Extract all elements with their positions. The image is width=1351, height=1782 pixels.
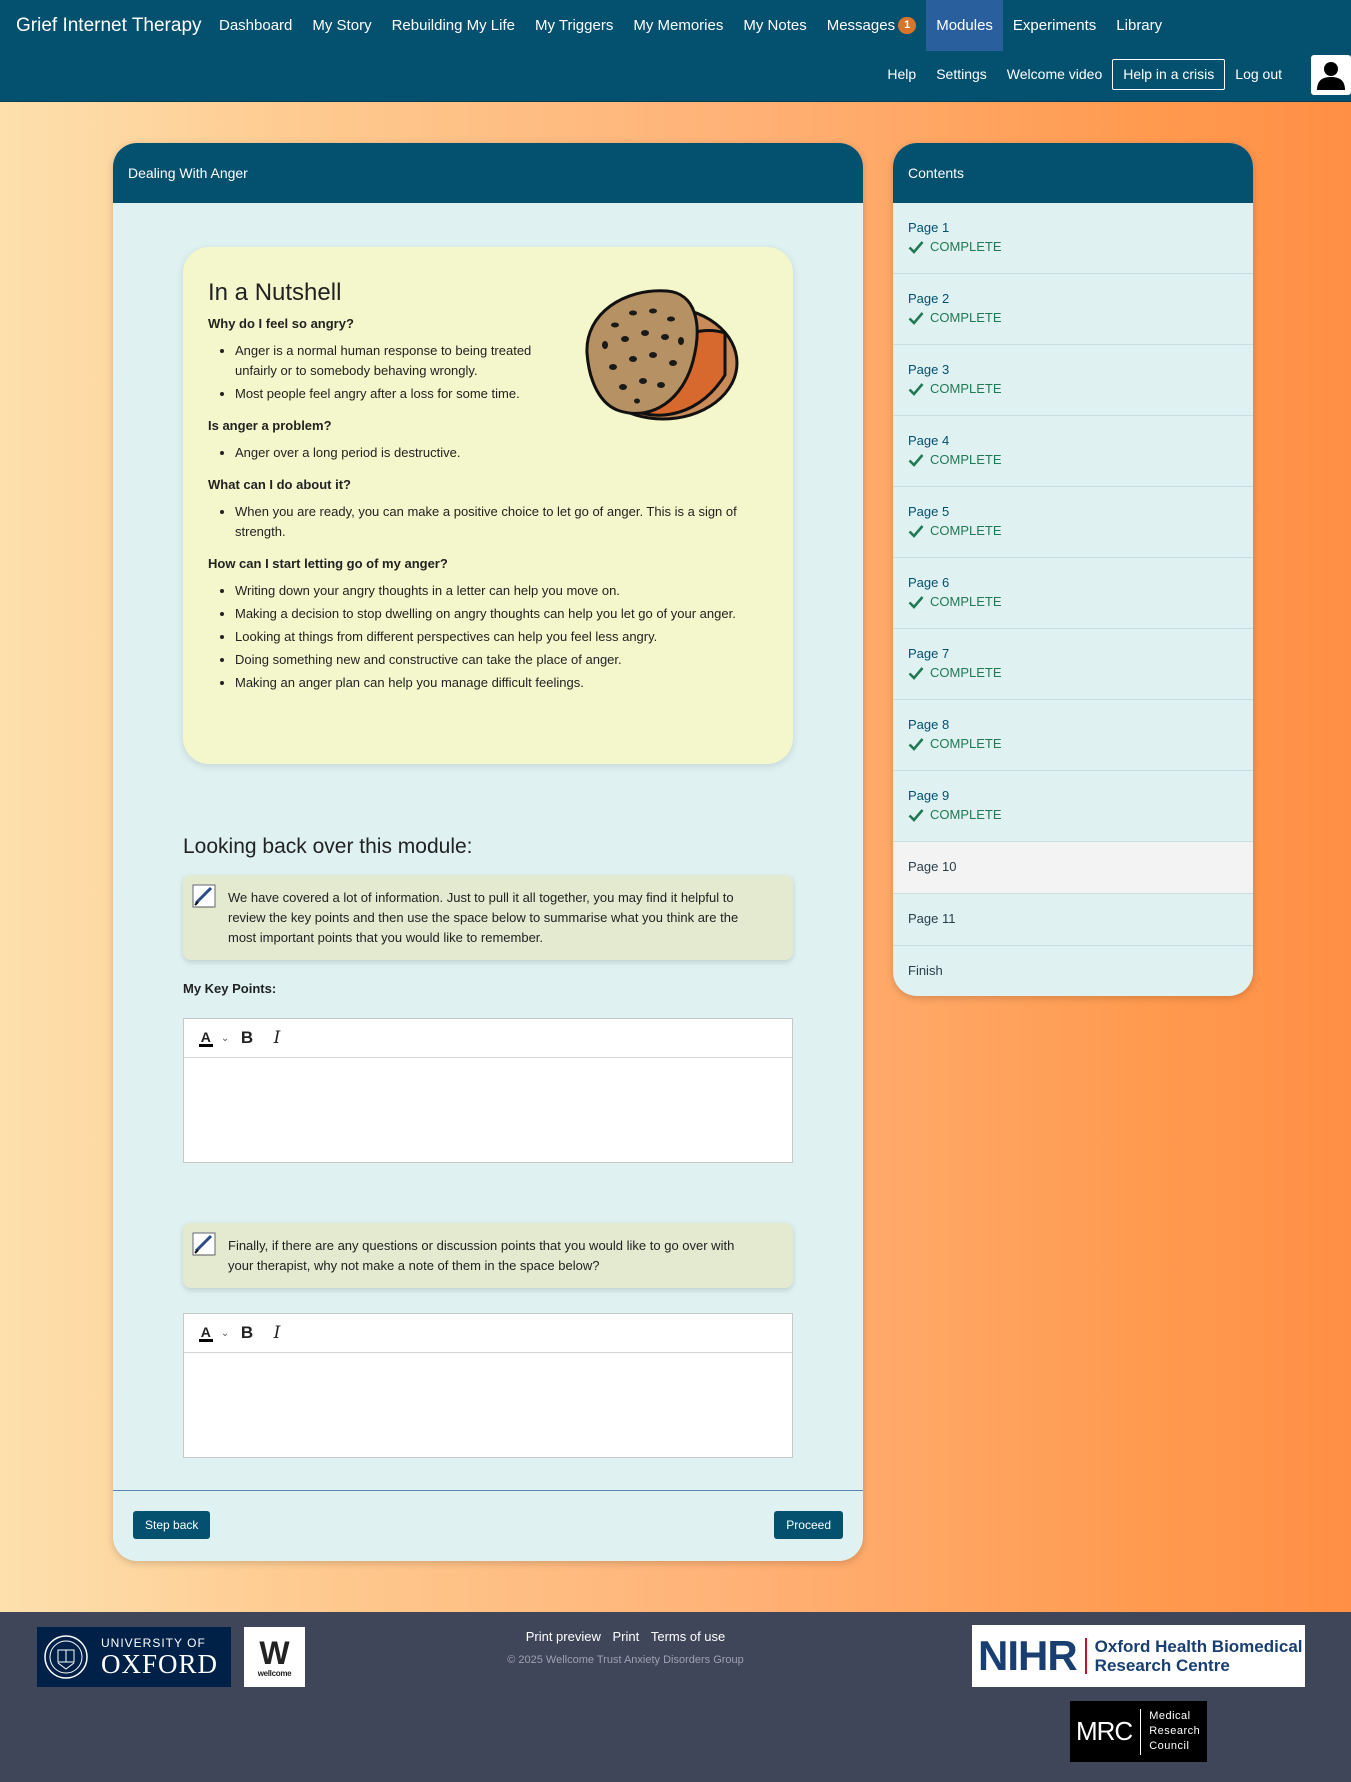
nutshell-question: Why do I feel so angry? [208, 316, 354, 331]
contents-item-label: Page 1 [908, 220, 950, 235]
help-in-a-crisis-button[interactable]: Help in a crisis [1112, 59, 1225, 90]
nutshell-point: • Anger is a normal human response to being treated unfairly or to somebody behaving wrongly. [235, 341, 555, 381]
italic-button[interactable]: I [273, 1323, 281, 1343]
contents-item-label: Page 2 [908, 291, 950, 306]
nihr-divider [1085, 1638, 1087, 1674]
check-icon [908, 382, 924, 396]
copyright-text: © 2025 Wellcome Trust Anxiety Disorders Group [507, 1654, 744, 1666]
proceed-button[interactable]: Proceed [774, 1511, 843, 1539]
nutshell-point: • Looking at things from different perspectives can help you feel less angry. [235, 627, 768, 647]
mrc-text-line: Research [1149, 1725, 1201, 1737]
wellcome-mark: W [259, 1634, 290, 1671]
check-icon [908, 808, 924, 822]
chevron-down-icon: ⌄ [220, 1032, 230, 1044]
secondary-nav [877, 55, 1292, 93]
contents-item-label: Finish [908, 963, 943, 978]
nav-my-story[interactable]: My Story [312, 17, 372, 34]
contents-item[interactable] [893, 416, 1253, 487]
contents-item[interactable] [893, 487, 1253, 558]
therapist-info-text: Finally, if there are any questions or discussion points that you would like to go over with your therapist, why not make a note of them in the space below? [228, 1238, 735, 1273]
contents-item[interactable] [893, 894, 1253, 946]
nav-settings[interactable]: Settings [936, 66, 987, 82]
therapist-info-box [183, 1223, 793, 1288]
editor-toolbar [184, 1019, 792, 1058]
contents-item-label: Page 5 [908, 504, 950, 519]
contents-item[interactable] [893, 700, 1253, 771]
nav-dashboard[interactable]: Dashboard [219, 17, 293, 34]
nihr-text-line: Oxford Health Biomedical [1094, 1637, 1303, 1656]
user-silhouette-icon [1315, 59, 1347, 91]
nutshell-point: • Anger over a long period is destructive. [235, 443, 768, 463]
check-icon [908, 524, 924, 538]
top-navbar [0, 0, 1351, 102]
nutshell-question: How can I start letting go of my anger? [208, 556, 448, 571]
completion-status [908, 381, 1238, 396]
bold-button[interactable]: B [240, 1323, 254, 1342]
oxford-logo-top: UNIVERSITY OF [101, 1636, 206, 1650]
app-title[interactable]: Grief Internet Therapy [16, 15, 202, 36]
module-panel [113, 143, 863, 1561]
contents-list [893, 203, 1253, 996]
page-footer [0, 1612, 1351, 1782]
contents-item-label: Page 4 [908, 433, 950, 448]
completion-status [908, 452, 1238, 467]
completion-status-label: COMPLETE [930, 310, 1002, 325]
panel-footer [113, 1490, 863, 1561]
nav-my-triggers[interactable]: My Triggers [534, 17, 614, 34]
contents-item-label: Page 7 [908, 646, 950, 661]
nav-log-out[interactable]: Log out [1235, 66, 1282, 82]
completion-status [908, 523, 1238, 538]
mrc-text-line: Council [1149, 1740, 1190, 1752]
contents-item[interactable] [893, 946, 1253, 996]
step-back-button[interactable]: Step back [133, 1511, 210, 1539]
contents-item-label: Page 9 [908, 788, 950, 803]
pencil-paper-icon [191, 883, 217, 909]
nav-my-notes[interactable]: My Notes [743, 17, 807, 34]
nutshell-points [235, 502, 768, 542]
contents-panel [893, 143, 1253, 996]
completion-status-label: COMPLETE [930, 239, 1002, 254]
nav-my-memories[interactable]: My Memories [633, 17, 724, 34]
italic-button[interactable]: I [273, 1028, 281, 1048]
bold-button[interactable]: B [240, 1028, 254, 1047]
nav-messages-label: Messages [826, 17, 896, 34]
completion-status [908, 807, 1238, 822]
nutshell-point: • Doing something new and constructive can take the place of anger. [235, 650, 768, 670]
print-link[interactable]: Print [612, 1629, 640, 1644]
nihr-text-line: Research Centre [1094, 1656, 1230, 1675]
nutshell-point: • Making a decision to stop dwelling on angry thoughts can help you let go of your anger. [235, 604, 768, 624]
completion-status [908, 239, 1238, 254]
check-icon [908, 240, 924, 254]
contents-item-label: Page 11 [908, 911, 956, 926]
completion-status-label: COMPLETE [930, 523, 1002, 538]
nav-messages[interactable] [817, 0, 927, 51]
completion-status-label: COMPLETE [930, 452, 1002, 467]
completion-status-label: COMPLETE [930, 807, 1002, 822]
review-info-box [183, 875, 793, 960]
contents-item[interactable] [893, 842, 1253, 894]
oxford-logo-main: OXFORD [101, 1649, 219, 1679]
nutshell-point: • Most people feel angry after a loss for some time. [235, 384, 555, 404]
print-preview-link[interactable]: Print preview [525, 1629, 601, 1644]
nutshell-point: • Writing down your angry thoughts in a letter can help you move on. [235, 581, 768, 601]
walnut-illustration [575, 283, 745, 435]
nav-modules[interactable]: Modules [926, 0, 1003, 51]
mrc-logo [1070, 1701, 1207, 1762]
completion-status-label: COMPLETE [930, 594, 1002, 609]
check-icon [908, 311, 924, 325]
review-heading: Looking back over this module: [183, 835, 473, 858]
nutshell-heading: In a Nutshell [208, 279, 342, 306]
nutshell-point: • When you are ready, you can make a positive choice to let go of anger. This is a sign of strength. [235, 502, 768, 542]
contents-item[interactable] [893, 203, 1253, 274]
completion-status-label: COMPLETE [930, 665, 1002, 680]
text-color-icon: A [200, 1028, 211, 1045]
profile-button[interactable] [1311, 55, 1351, 95]
key-points-editor[interactable] [183, 1018, 793, 1163]
review-info-text: We have covered a lot of information. Just to pull it all together, you may find it helpful to review the key points and then use the space below to summarise what you think are the most important points that you would like to remember. [228, 890, 739, 945]
text-color-dropdown[interactable] [196, 1025, 232, 1051]
nav-rebuilding-my-life[interactable]: Rebuilding My Life [391, 17, 515, 34]
therapist-notes-editor[interactable] [183, 1313, 793, 1458]
contents-item-label: Page 3 [908, 362, 950, 377]
check-icon [908, 666, 924, 680]
nav-library[interactable]: Library [1116, 17, 1163, 34]
pencil-paper-icon [191, 1231, 217, 1257]
text-color-dropdown[interactable] [196, 1320, 232, 1346]
messages-count-badge: 1 [898, 17, 916, 34]
key-points-label: My Key Points: [183, 981, 277, 996]
nutshell-points [235, 581, 768, 693]
module-title: Dealing With Anger [113, 143, 863, 203]
nutshell-point: • Making an anger plan can help you manage difficult feelings. [235, 673, 768, 693]
contents-item[interactable] [893, 558, 1253, 629]
contents-item[interactable] [893, 771, 1253, 842]
nihr-logo [972, 1625, 1305, 1687]
contents-item[interactable] [893, 345, 1253, 416]
contents-item[interactable] [893, 274, 1253, 345]
check-icon [908, 595, 924, 609]
nutshell-question: Is anger a problem? [208, 418, 332, 433]
nutshell-card [183, 247, 793, 764]
completion-status-label: COMPLETE [930, 736, 1002, 751]
nutshell-points [235, 443, 768, 463]
contents-item[interactable] [893, 629, 1253, 700]
completion-status [908, 665, 1238, 680]
nav-experiments[interactable]: Experiments [1012, 17, 1097, 34]
editor-toolbar [184, 1314, 792, 1353]
contents-item-label: Page 6 [908, 575, 950, 590]
completion-status [908, 310, 1238, 325]
mrc-mark: MRC [1076, 1716, 1133, 1746]
check-icon [908, 453, 924, 467]
nihr-mark: NIHR [978, 1632, 1077, 1679]
mrc-divider [1140, 1709, 1141, 1755]
contents-item-label: Page 10 [908, 859, 957, 874]
primary-nav [209, 0, 1172, 51]
chevron-down-icon: ⌄ [220, 1327, 230, 1339]
wellcome-wordmark: wellcome [257, 1668, 292, 1678]
completion-status [908, 594, 1238, 609]
completion-status-label: COMPLETE [930, 381, 1002, 396]
contents-title: Contents [893, 143, 1253, 203]
nav-welcome-video[interactable]: Welcome video [1006, 66, 1103, 82]
check-icon [908, 737, 924, 751]
text-color-icon: A [200, 1323, 211, 1340]
completion-status [908, 736, 1238, 751]
nutshell-question: What can I do about it? [208, 477, 351, 492]
contents-item-label: Page 8 [908, 717, 950, 732]
mrc-text-line: Medical [1149, 1710, 1191, 1722]
terms-of-use-link[interactable]: Terms of use [650, 1629, 726, 1644]
nav-help[interactable]: Help [887, 66, 917, 82]
